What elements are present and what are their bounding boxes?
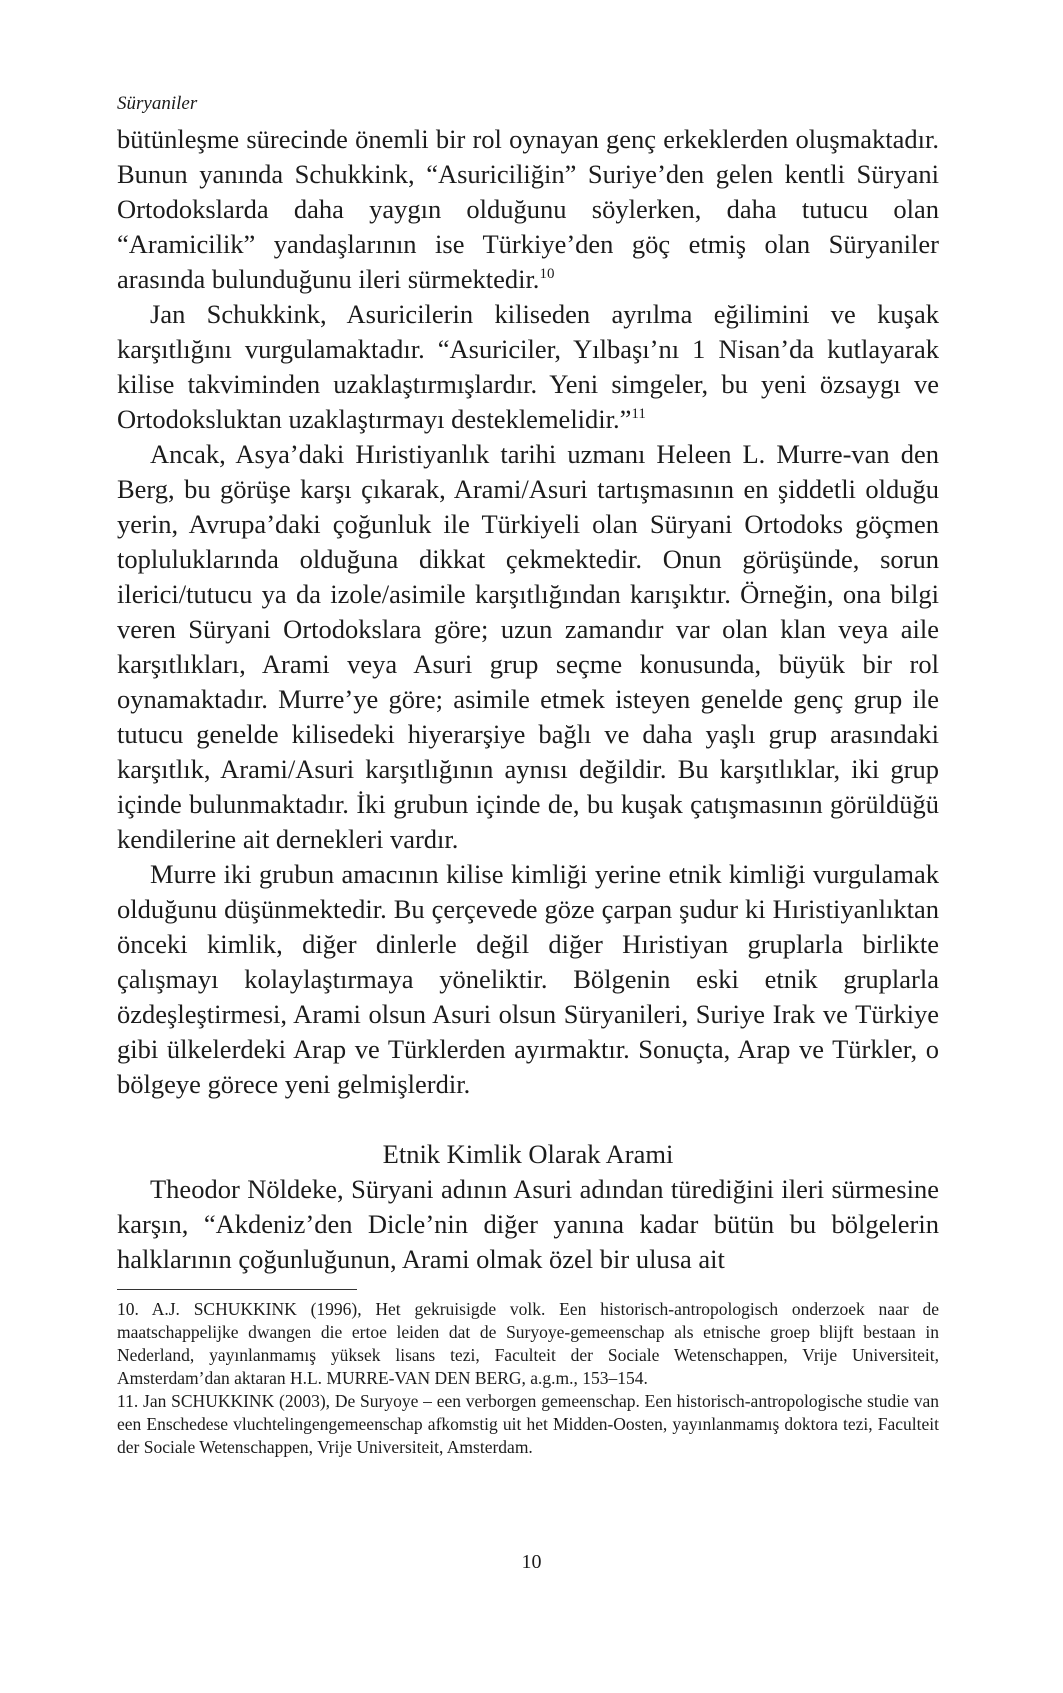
body-text — [117, 122, 939, 1277]
footnote: 10. A.J. SCHUKKINK (1996), Het gekruisigde volk. Een historisch-antropologisch onderzoek naar de maatschappelijke dwangen die ertoe leiden dat de Suryoye-gemeenschap als etnische groep blijft bestaan in Nederland, yayınlanmamış yüksek lisans tezi, Faculteit der Sociale Wetenschappen, Vrije Universiteit, Amsterdam’dan aktaran H.L. MURRE-VAN DEN BERG, a.g.m., 153–154. — [117, 1299, 939, 1388]
paragraph-continuation — [117, 122, 939, 297]
footnote: 11. Jan SCHUKKINK (2003), De Suryoye – een verborgen gemeenschap. Een historisch-antropologische studie van een Enschedese vluchtelingengemeenschap afkomstig uit het Midden-Oosten, yayınlanmamış doktora tezi, Faculteit der Sociale Wetenschappen, Vrije Universiteit, Amsterdam. — [117, 1391, 939, 1457]
paragraph — [117, 437, 939, 857]
paragraph-text: bütünleşme sürecinde önemli bir rol oynayan genç erkeklerden oluşmaktadır. Bunun yanında Schukkink, “Asuriciliğin” Suriye’den gelen kentli Süryani Ortodokslarda daha yaygın olduğunu söylerken, daha tutucu olan “Aramicilik” yandaşlarının ise Türkiye’den göç etmiş olan Süryaniler arasında bulunduğunu ileri sürmektedir. — [117, 124, 939, 294]
paragraph-text: Theodor Nöldeke, Süryani adının Asuri adından türediğini ileri sürmesine karşın, “Akdeniz’den Dicle’nin diğer yanına kadar bütün bu bölgelerin halklarının çoğunluğunun, Arami olmak özel bir ulusa ait — [117, 1174, 939, 1274]
running-head: Süryaniler — [117, 93, 198, 114]
paragraph-text: Murre iki grubun amacının kilise kimliği yerine etnik kimliği vurgulamak olduğunu düşünmektedir. Bu çerçevede göze çarpan şudur ki Hıristiyanlıktan önceki kimlik, diğer dinlerle değil diğer Hıristiyan gruplarla birlikte çalışmayı kolaylaştırmaya yöneliktir. Bölgenin eski etnik gruplarla özdeşleştirmesi, Arami olsun Asuri olsun Süryanileri, Suriye Irak ve Türkiye gibi ülkelerdeki Arap ve Türklerden ayırmaktır. Sonuçta, Arap ve Türkler, o bölgeye görece yeni gelmişlerdir. — [117, 859, 939, 1099]
section-heading: Etnik Kimlik Olarak Arami — [382, 1139, 674, 1169]
paragraph — [117, 297, 939, 437]
page-number: 10 — [521, 1551, 542, 1573]
footnote-reference[interactable]: 11 — [631, 406, 646, 422]
footnote-reference[interactable]: 10 — [539, 266, 555, 282]
footnote-divider — [117, 1289, 357, 1290]
paragraph — [117, 857, 939, 1102]
paragraph-text: Ancak, Asya’daki Hıristiyanlık tarihi uzmanı Heleen L. Murre-van den Berg, bu görüşe karşı çıkarak, Arami/Asuri tartışmasının en şiddetli olduğu yerin, Avrupa’daki çoğunluk ile Türkiyeli olan Süryani Ortodoks göçmen topluluklarında olduğuna dikkat çekmektedir. Onun görüşünde, sorun ilerici/tutucu ya da izole/asimile karşıtlığından karışıktır. Örneğin, ona bilgi veren Süryani Ortodokslara göre; uzun zamandır var olan klan veya aile karşıtlıkları, Arami veya Asuri grup seçme konusunda, büyük bir rol oynamaktadır. Murre’ye göre; asimile etmek isteyen genelde genç grup ile tutucu genelde kilisedeki hiyerarşiye bağlı ve daha yaşlı grup arasındaki karşıtlık, Arami/Asuri karşıtlığının aynısı değildir. Bu karşıtlıklar, iki grup içinde bulunmaktadır. İki grubun içinde de, bu kuşak çatışmasının görüldüğü kendilerine ait dernekleri vardır. — [117, 439, 939, 854]
footnotes — [117, 1298, 939, 1459]
book-page — [117, 92, 939, 1459]
paragraph-text: Jan Schukkink, Asuricilerin kiliseden ayrılma eğilimini ve kuşak karşıtlığını vurgulamaktadır. “Asuriciler, Yılbaşı’nı 1 Nisan’da kutlayarak kilise takviminden uzaklaştırmışlardır. Yeni simgeler, bu yeni özsaygı ve Ortodoksluktan uzaklaştırmayı desteklemelidir.” — [117, 299, 939, 434]
paragraph — [117, 1172, 939, 1277]
